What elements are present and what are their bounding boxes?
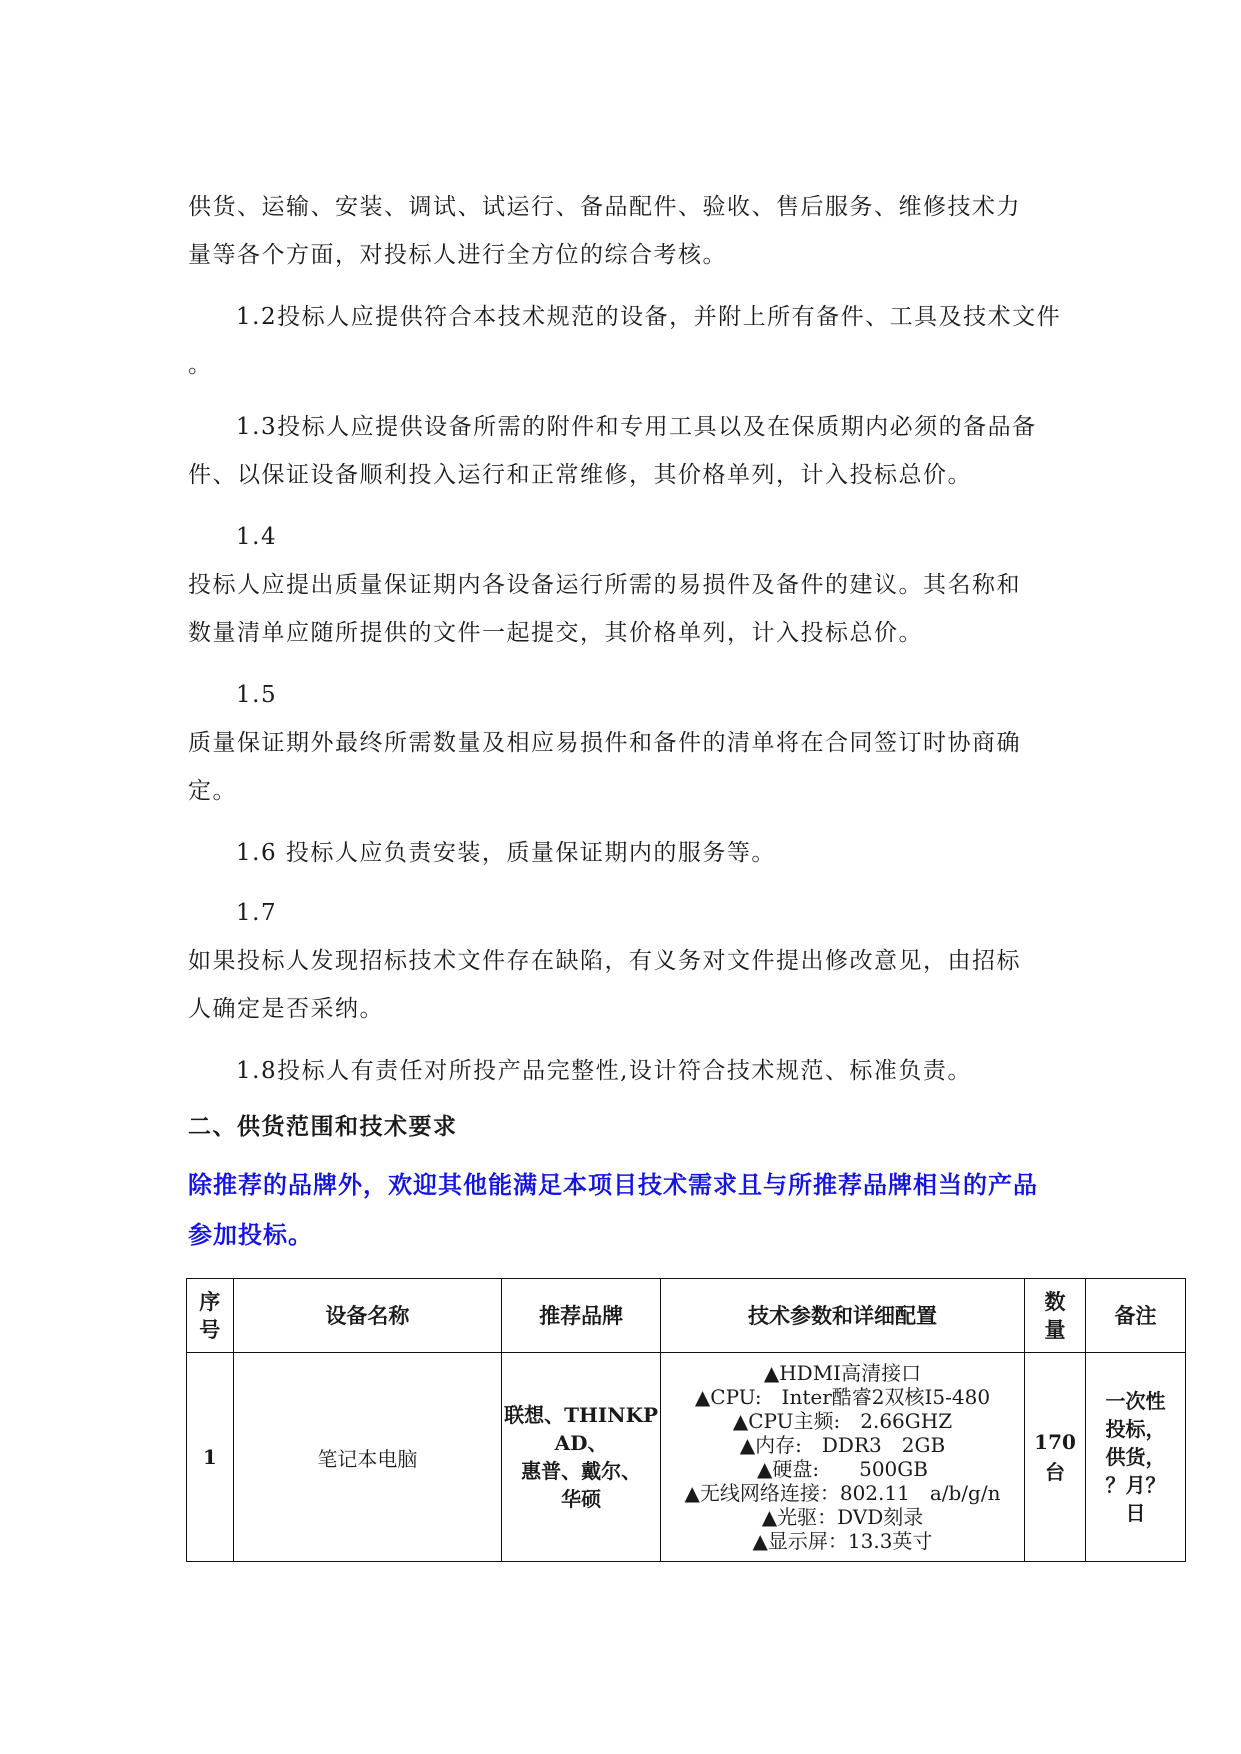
cell-quantity bbox=[1025, 1353, 1086, 1562]
paragraph bbox=[188, 829, 1048, 877]
table-header-row bbox=[187, 1279, 1186, 1353]
spec-line: ▲无线网络连接：802.11 a/b/g/n bbox=[684, 1481, 1001, 1505]
paragraph bbox=[188, 293, 1062, 389]
spec-line: ▲CPU主频: 2.66GHZ bbox=[732, 1409, 953, 1433]
remark-line: 供货， bbox=[1105, 1445, 1166, 1469]
brand-notice bbox=[188, 1160, 1068, 1260]
paragraph-line: 数量清单应随所提供的文件一起提交，其价格单列，计入投标总价。 bbox=[188, 620, 923, 646]
paragraph-line: 1.6 投标人应负责安装，质量保证期内的服务等。 bbox=[236, 840, 776, 866]
spec-line: ▲内存: DDR3 2GB bbox=[739, 1433, 946, 1457]
paragraph-line: 。 bbox=[188, 352, 213, 378]
spec-line: ▲光驱：DVD刻录 bbox=[761, 1505, 924, 1529]
brand-line: AD、 bbox=[554, 1431, 608, 1455]
paragraph-line: 供货、运输、安装、调试、试运行、备品配件、验收、售后服务、维修技术力 bbox=[188, 194, 1021, 220]
cell-specs bbox=[660, 1353, 1024, 1562]
cell-remark bbox=[1086, 1353, 1186, 1562]
brand-line: 联想、THINKP bbox=[504, 1403, 658, 1427]
paragraph bbox=[188, 1047, 1048, 1095]
cell-index: 1 bbox=[187, 1353, 234, 1562]
paragraph-line: 如果投标人发现招标技术文件存在缺陷，有义务对文件提出修改意见，由招标 bbox=[188, 948, 1021, 974]
paragraph-line: 1.2投标人应提供符合本技术规范的设备，并附上所有备件、工具及技术文件 bbox=[236, 304, 1062, 330]
paragraph-line: 1.3投标人应提供设备所需的附件和专用工具以及在保质期内必须的备品备 bbox=[236, 414, 1037, 440]
paragraph-line: 1.7 bbox=[236, 900, 278, 926]
cell-device-name: 笔记本电脑 bbox=[233, 1353, 502, 1562]
paragraph-line: 定。 bbox=[188, 778, 237, 804]
paragraph-line: 量等各个方面，对投标人进行全方位的综合考核。 bbox=[188, 242, 727, 268]
supply-spec-table bbox=[186, 1278, 1186, 1562]
paragraph bbox=[188, 403, 1048, 499]
spec-line: ▲显示屏：13.3英寸 bbox=[752, 1529, 933, 1553]
paragraph-line: 质量保证期外最终所需数量及相应易损件和备件的清单将在合同签订时协商确 bbox=[188, 730, 1021, 756]
paragraph bbox=[188, 671, 1048, 815]
cell-brand bbox=[502, 1353, 661, 1562]
section-heading: 二、供货范围和技术要求 bbox=[188, 1113, 458, 1140]
remark-line: ？月？ bbox=[1105, 1473, 1166, 1497]
brand-line: 华硕 bbox=[561, 1487, 602, 1511]
notice-line: 除推荐的品牌外，欢迎其他能满足本项目技术需求且与所推荐品牌相当的产品 bbox=[188, 1170, 1038, 1199]
remark-line: 日 bbox=[1125, 1501, 1146, 1525]
paragraph-line: 1.5 bbox=[236, 682, 278, 708]
spec-line: ▲CPU: Inter酷睿2双核I5-480 bbox=[694, 1385, 991, 1409]
header-specs: 技术参数和详细配置 bbox=[660, 1279, 1024, 1353]
paragraph bbox=[188, 889, 1048, 1033]
brand-line: 惠普、戴尔、 bbox=[521, 1459, 642, 1483]
table-row bbox=[187, 1353, 1186, 1562]
paragraph bbox=[188, 513, 1048, 657]
paragraph-line: 1.4 bbox=[236, 524, 278, 550]
remark-line: 一次性 bbox=[1105, 1389, 1166, 1413]
paragraph-line: 投标人应提出质量保证期内各设备运行所需的易损件及备件的建议。其名称和 bbox=[188, 572, 1021, 598]
header-index: 序 号 bbox=[187, 1279, 234, 1353]
header-brand: 推荐品牌 bbox=[502, 1279, 661, 1353]
spec-line: ▲HDMI高清接口 bbox=[763, 1361, 922, 1385]
paragraph-line: 1.8投标人有责任对所投产品完整性,设计符合技术规范、标准负责。 bbox=[236, 1058, 972, 1084]
spec-line: ▲硬盘: 500GB bbox=[756, 1457, 928, 1481]
quantity-line: 台 bbox=[1045, 1460, 1066, 1484]
paragraph-line: 件、以保证设备顺利投入运行和正常维修，其价格单列，计入投标总价。 bbox=[188, 462, 972, 488]
header-name: 设备名称 bbox=[233, 1279, 502, 1353]
quantity-line: 170 bbox=[1034, 1430, 1076, 1454]
remark-line: 投标， bbox=[1105, 1417, 1166, 1441]
header-qty: 数 量 bbox=[1025, 1279, 1086, 1353]
paragraph-line: 人确定是否采纳。 bbox=[188, 996, 384, 1022]
header-remark: 备注 bbox=[1086, 1279, 1186, 1353]
notice-line: 参加投标。 bbox=[188, 1220, 313, 1249]
paragraph bbox=[188, 183, 1048, 279]
